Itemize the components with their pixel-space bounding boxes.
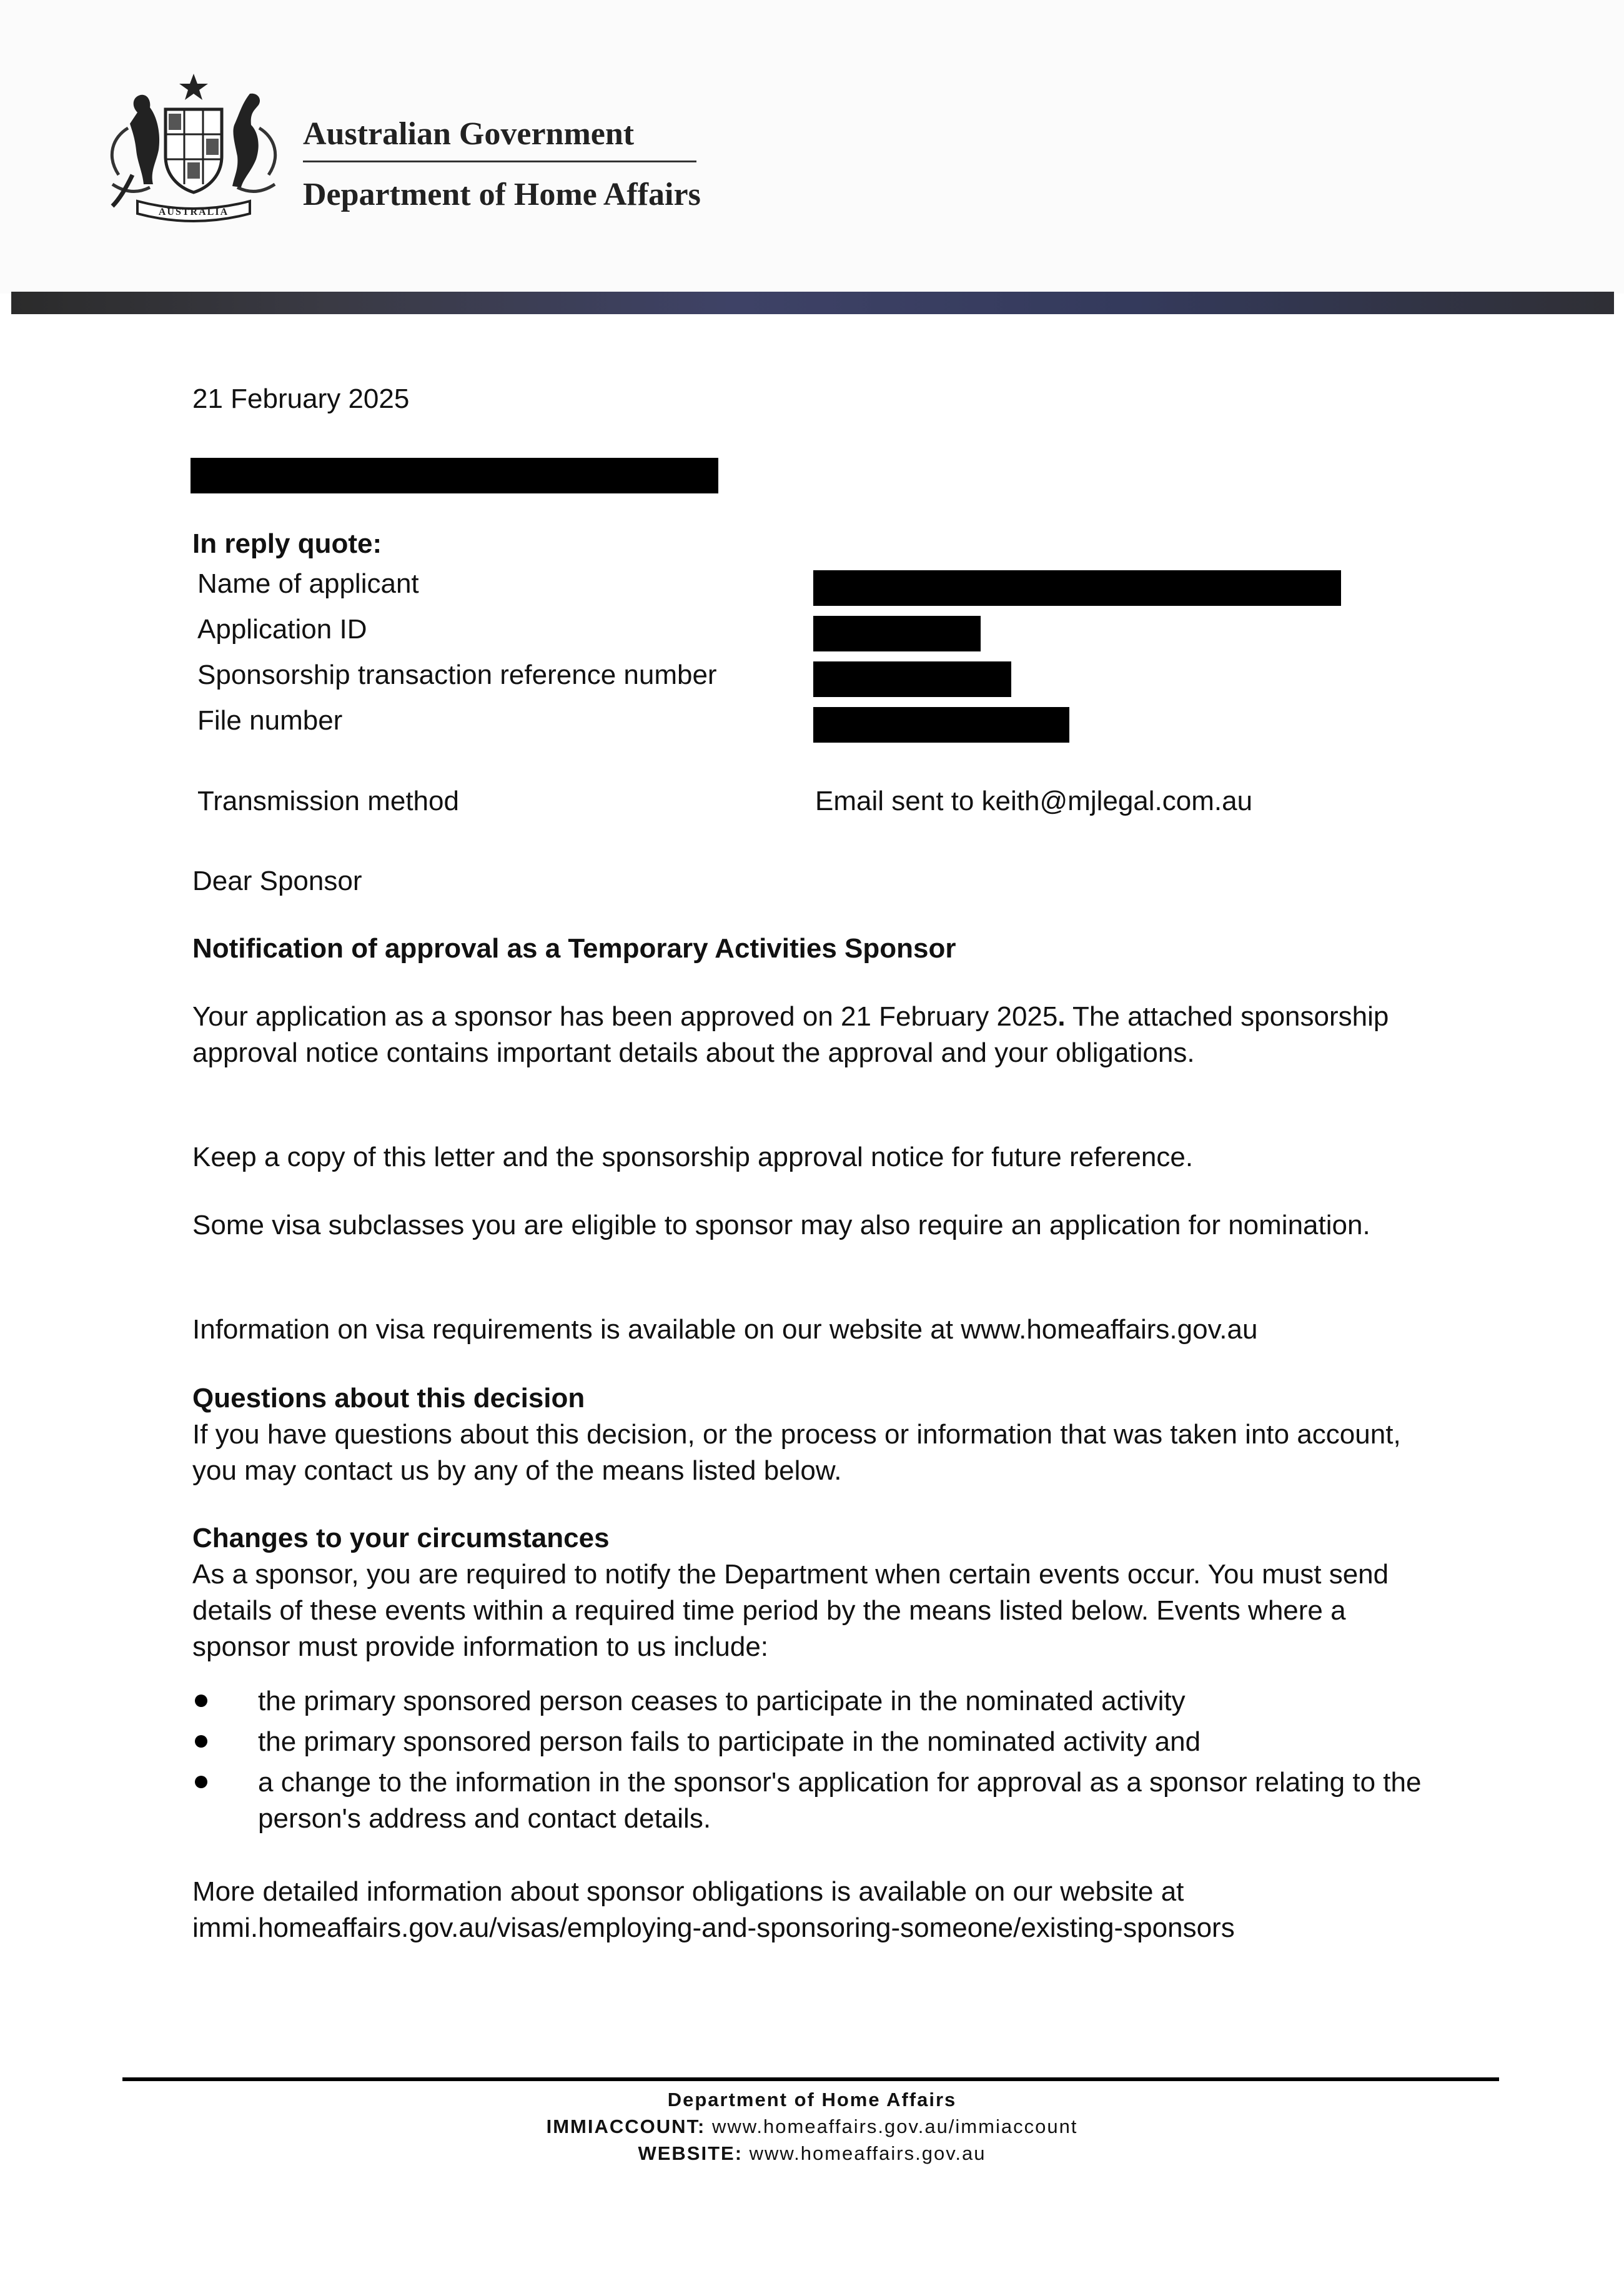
transmission-value: Email sent to keith@mjlegal.com.au	[815, 786, 1253, 816]
bullet-icon	[195, 1776, 207, 1788]
approval-notice-sentence: The attached sponsorship approval notice contains important details about the approval and your obligations.	[192, 1001, 1389, 1068]
list-item: the primary sponsored person fails to participate in the nominated activity and	[192, 1724, 1442, 1760]
questions-heading: Questions about this decision	[192, 1383, 585, 1413]
salutation: Dear Sponsor	[192, 866, 362, 896]
redacted-file-number	[813, 707, 1069, 743]
redacted-application-id	[813, 616, 981, 651]
reply-quote-heading: In reply quote:	[192, 528, 382, 559]
header-band	[11, 292, 1614, 314]
crest-banner-text: AUSTRALIA	[158, 207, 229, 217]
list-item: a change to the information in the sponsor's application for approval as a sponsor relating to the person's address and contact details.	[192, 1764, 1442, 1837]
paragraph-subclasses: Some visa subclasses you are eligible to sponsor may also require an application for nomination.	[192, 1210, 1370, 1240]
changes-body: As a sponsor, you are required to notify the Department when certain events occur. You must send details of these events within a required time period by the means listed below. Events where a sponsor must provide information to us include:	[192, 1559, 1389, 1662]
agency-name	[303, 116, 701, 214]
footer-department: Department of Home Affairs	[667, 2089, 957, 2110]
footer-website: WEBSITE: www.homeaffairs.gov.au	[638, 2142, 986, 2164]
immiaccount-link[interactable]: www.homeaffairs.gov.au/immiaccount	[711, 2115, 1078, 2137]
list-item: the primary sponsored person ceases to participate in the nominated activity	[192, 1683, 1442, 1720]
changes-heading: Changes to your circumstances	[192, 1523, 610, 1553]
reference-label-application-id: Application ID	[197, 614, 367, 645]
footer-divider	[122, 2077, 1499, 2081]
reference-label-sponsorship-trn: Sponsorship transaction reference number	[197, 660, 717, 690]
approval-date-sentence: Your application as a sponsor has been approved on 21 February 2025	[192, 1001, 1058, 1032]
reference-label-name: Name of applicant	[197, 568, 419, 599]
transmission-label: Transmission method	[197, 786, 459, 816]
redacted-sponsorship-trn	[813, 661, 1011, 697]
department-title: Department of Home Affairs	[303, 177, 701, 212]
government-title: Australian Government	[303, 116, 635, 152]
website-link[interactable]: www.homeaffairs.gov.au	[749, 2142, 986, 2164]
paragraph-approval: Your application as a sponsor has been approved on 21 February 2025. The attached sponsorship approval notice contains important details about the approval and your obligations.	[192, 1001, 1389, 1068]
bullet-icon	[195, 1695, 207, 1707]
agency-divider	[303, 161, 696, 162]
paragraph-obligations: More detailed information about sponsor obligations is available on our website at immi.homeaffairs.gov.au/visas/employing-and-sponsoring-someone/existing-sponsors	[192, 1876, 1235, 1943]
redacted-addressee	[191, 458, 718, 493]
redacted-applicant-name	[813, 570, 1341, 606]
events-list	[192, 1683, 1442, 1841]
paragraph-keep-copy: Keep a copy of this letter and the sponsorship approval notice for future reference.	[192, 1142, 1194, 1172]
letter-subject: Notification of approval as a Temporary Activities Sponsor	[192, 933, 956, 964]
coat-of-arms-icon	[94, 69, 294, 225]
letterhead	[0, 0, 1624, 294]
bullet-icon	[195, 1735, 207, 1748]
letter-date: 21 February 2025	[192, 383, 410, 414]
questions-body: If you have questions about this decision, or the process or information that was taken into account, you may contact us by any of the means listed below.	[192, 1419, 1401, 1486]
reference-label-file-number: File number	[197, 705, 343, 736]
footer-immiaccount: IMMIACCOUNT: www.homeaffairs.gov.au/immiaccount	[546, 2115, 1078, 2137]
letter-footer	[0, 2086, 1624, 2167]
paragraph-visa-info: Information on visa requirements is available on our website at www.homeaffairs.gov.au	[192, 1314, 1258, 1345]
